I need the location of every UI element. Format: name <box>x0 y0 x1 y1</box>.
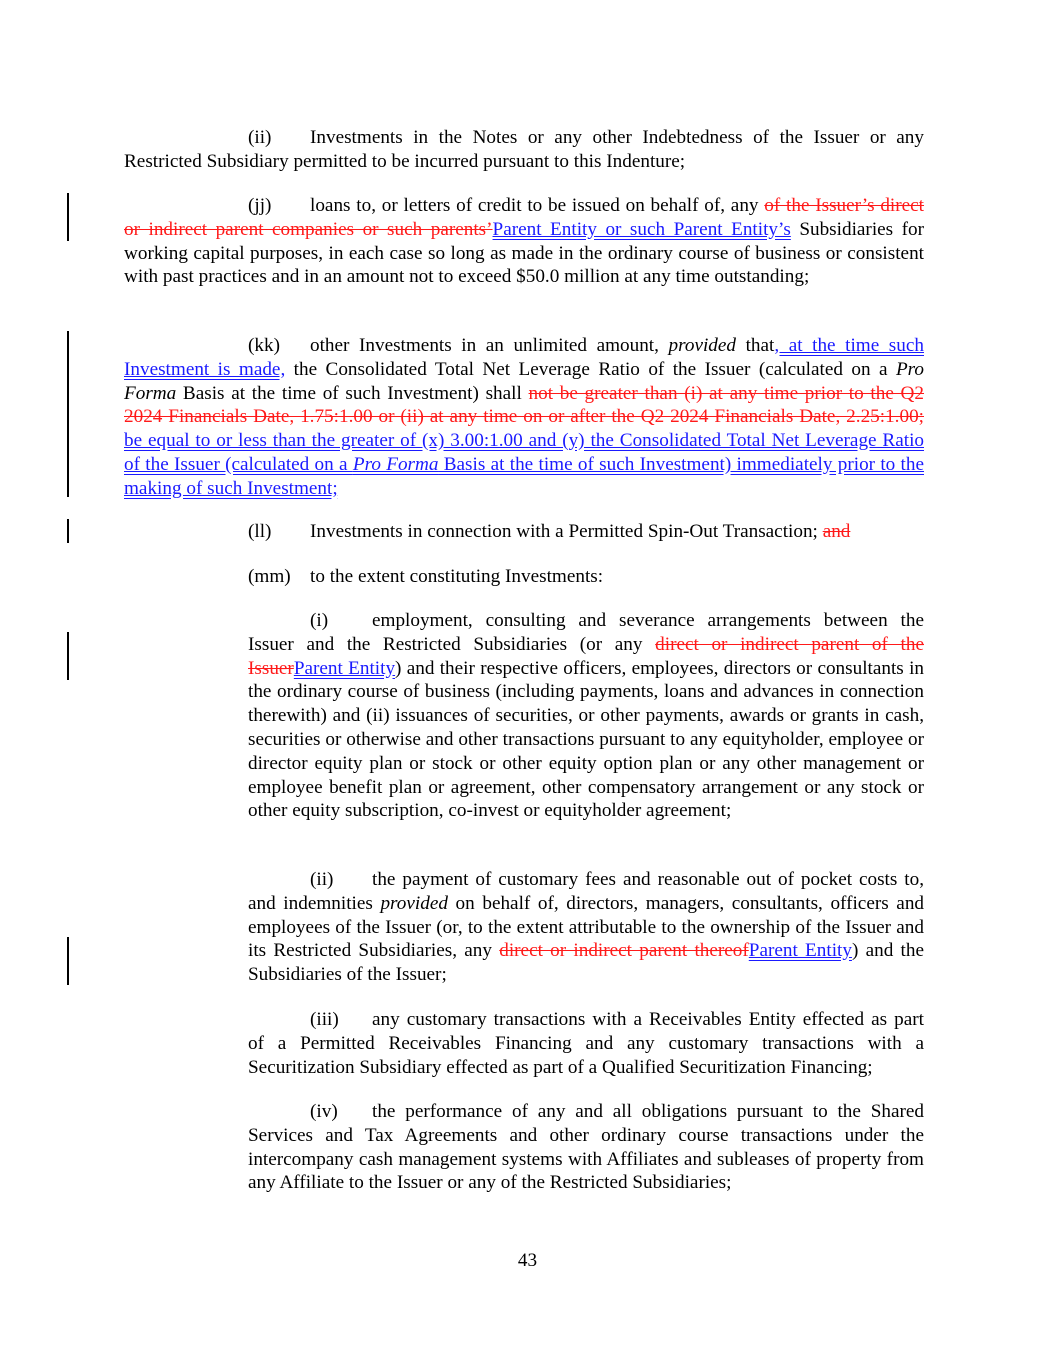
clause-jj <box>124 194 924 289</box>
clause-text: loans to, or letters of credit to be issued on behalf of, any <box>310 195 765 216</box>
clause-label: (i) <box>310 610 329 631</box>
clause-label: (iii) <box>310 1009 339 1030</box>
clause-label: (mm) <box>248 566 291 587</box>
deleted-text: direct or indirect parent of the Issuer <box>248 633 924 679</box>
subclause-iii <box>248 1008 924 1079</box>
clause-text: to the extent constituting Investments: <box>310 566 604 587</box>
clause-label: (ii) <box>248 127 272 148</box>
clause-label: (ii) <box>310 869 334 890</box>
clause-text: that <box>736 335 775 356</box>
inserted-text: Parent Entity or such Parent Entity’s <box>492 218 791 240</box>
clause-text: other Investments in an unlimited amount, <box>310 335 669 356</box>
clause-label: (jj) <box>248 195 272 216</box>
deleted-text: of the Issuer’s direct or indirect parent companies or such parents’ <box>124 195 925 240</box>
clause-text: ) and the Subsidiaries of the Issuer; <box>248 940 924 986</box>
inserted-text: be equal to or less than the greater of (x) 3.00:1.00 and (y) the Consolidated Total Net Leverage Ratio of the Issuer (calculated on a <box>124 430 924 475</box>
change-bar <box>67 937 69 985</box>
italic-text: Pro Forma <box>124 358 925 404</box>
clause-label: (ll) <box>248 521 272 542</box>
inserted-text: Parent Entity <box>748 940 852 962</box>
deleted-text: and <box>822 521 851 542</box>
change-bar <box>67 193 69 241</box>
clause-text: employment, consulting and severance arrangements between the Issuer and the Restricted Subsidiaries (or any <box>248 610 924 655</box>
subclause-iv <box>248 1100 924 1195</box>
subclause-i <box>248 609 924 823</box>
inserted-text: Parent Entity <box>293 657 396 679</box>
clause-label: (iv) <box>310 1101 338 1122</box>
change-bar <box>67 331 69 497</box>
deleted-text: direct or indirect parent thereof <box>499 940 749 962</box>
change-bar <box>67 632 69 680</box>
clause-text: on behalf of, directors, managers, consultants, officers and employees of the Issuer (or, to the extent attributable to the ownership of the Issuer and its Restricted Subsidiaries, any <box>248 892 925 962</box>
clause-text: any customary transactions with a Receivables Entity effected as part of a Permitted Receivables Financing and any customary transactions with a Securitization Subsidiary effected as part of a Qualified Securitization Financing; <box>248 1009 924 1078</box>
change-bar <box>67 519 69 543</box>
clause-mm <box>248 565 924 589</box>
clause-text: ) and their respective officers, employees, directors or consultants in the ordinary course of business (including payments, loans and advances in connection therewith) and (ii) issuances of securities, or other payments, awards or grants in cash, securities or otherwise and other transactions pursuant to any equityholder, employee or director equity plan or stock or other equity option plan or any other management or employee benefit plan or agreement, other compensatory arrangement or any stock or other equity subscription, co-invest or equityholder agreement; <box>248 657 924 822</box>
clause-text: the performance of any and all obligations pursuant to the Shared Services and Tax Agreements and other ordinary course transactions under the intercompany cash management systems with Affiliates and subleases of property from any Affiliate to the Issuer or any of the Restricted Subsidiaries; <box>248 1101 924 1194</box>
clause-text: the Consolidated Total Net Leverage Ratio of the Issuer (calculated on a <box>285 358 896 380</box>
clause-text: Investments in connection with a Permitted Spin-Out Transaction; <box>310 521 823 542</box>
clause-text: Investments in the Notes or any other Indebtedness of the Issuer or any Restricted Subsidiary permitted to be incurred pursuant to this Indenture; <box>124 127 924 172</box>
clause-kk <box>124 334 924 501</box>
page-number: 43 <box>517 1250 538 1271</box>
clause-text: Basis at the time of such Investment) shall <box>176 382 529 404</box>
italic-text: provided <box>380 892 448 914</box>
deleted-text: not be greater than (i) at any time prior to the Q2 2024 Financials Date, 1.75:1.00 or (ii) at any time on or after the Q2 2024 Financials Date, 2.25:1.00; <box>124 382 924 428</box>
inserted-italic-text: Pro Forma <box>352 453 439 475</box>
italic-text: provided <box>668 335 736 356</box>
clause-ll <box>248 520 924 544</box>
clause-text: the payment of customary fees and reasonable out of pocket costs to, and indemnities <box>248 869 924 914</box>
clause-text: Subsidiaries for working capital purposes, in each case so long as made in the ordinary course of business or consistent with past practices and in an amount not to exceed $50.0 million at any time outstanding; <box>124 218 925 288</box>
subclause-ii <box>248 868 924 987</box>
inserted-text: Basis at the time of such Investment) immediately prior to the making of such Investment; <box>124 453 924 499</box>
inserted-text: , at the time such Investment is made, <box>124 335 924 380</box>
clause-label: (kk) <box>248 335 280 356</box>
clause-ii <box>124 126 924 174</box>
